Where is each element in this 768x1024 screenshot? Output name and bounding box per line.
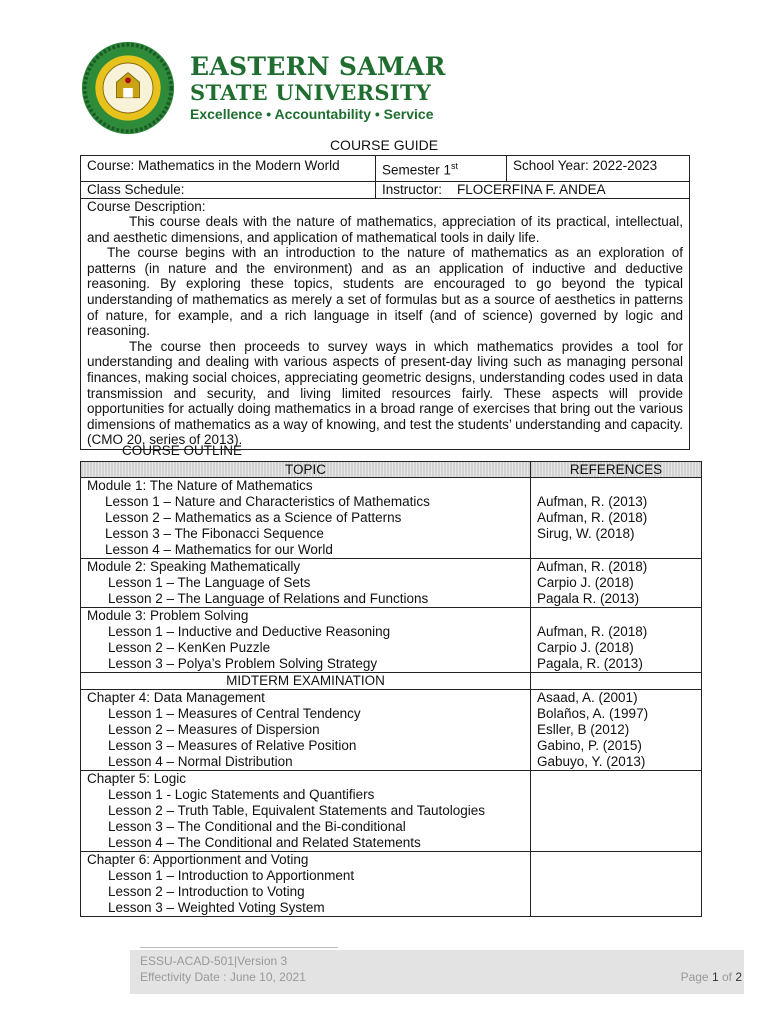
module-title: Module 3: Problem Solving [87,608,249,623]
module-title: Module 1: The Nature of Mathematics [87,478,313,493]
lesson-item: Lesson 3 – Weighted Voting System [108,900,325,915]
table-row [81,852,702,917]
lesson-item: Lesson 4 – The Conditional and Related Statements [108,835,421,850]
reference-item: Asaad, A. (2001) [537,690,638,705]
school-year-cell: School Year: 2022-2023 [507,156,690,182]
module-3-topics [81,608,531,673]
lesson-item: Lesson 2 – Introduction to Voting [108,884,305,899]
lesson-item: Lesson 3 – Polya’s Problem Solving Strategy [108,656,378,671]
page-prefix: Page [680,970,712,984]
lesson-item: Lesson 2 – Measures of Dispersion [108,722,320,737]
university-name-line2: STATE UNIVERSITY [190,80,432,105]
course-cell: Course: Mathematics in the Modern World [81,156,376,182]
page-footer [130,950,744,994]
table-row [81,771,702,852]
reference-item: Aufman, R. (2018) [537,624,648,639]
reference-item: Pagala, R. (2013) [537,656,643,671]
chapter-4-references [531,690,702,771]
lesson-item: Lesson 2 – Mathematics as a Science of Patterns [105,510,402,525]
course-description-paragraph-3: The course then proceeds to survey ways in which mathematics provides a tool for understanding and dealing with various aspects of present-day living such as managing personal finances, making social choices, appreciating geometric designs, understanding codes used in data transmission and security, and living limited resources fairly. These aspects will provide opportunities for actually doing mathematics in a broad range of exercises that bring out the various dimensions of mathematics as a way of knowing, and test the students’ understanding and capacity. (CMO 20, series of 2013). [87,338,683,448]
page-current: 1 [711,970,719,984]
chapter-title: Chapter 5: Logic [87,771,187,786]
document-code: ESSU-ACAD-501|Version 3 [140,954,288,968]
course-outline-label: COURSE OUTLINE [122,443,243,458]
lesson-item: Lesson 3 – The Fibonacci Sequence [105,526,324,541]
reference-item: Esller, B (2012) [537,722,630,737]
module-3-references [531,608,702,673]
table-row [81,608,702,673]
topic-column-header: TOPIC [81,462,531,478]
table-row [81,559,702,608]
reference-item: Pagala R. (2013) [537,591,640,606]
chapter-6-references [531,852,702,917]
course-description-label: Course Description: [87,198,206,214]
reference-item: Bolaños, A. (1997) [537,706,649,721]
lesson-item: Lesson 3 – Measures of Relative Position [108,738,357,753]
table-row [81,673,702,690]
footer-divider [140,947,338,948]
chapter-5-references [531,771,702,852]
lesson-item: Lesson 1 – Inductive and Deductive Reasoning [108,624,391,639]
reference-item: Carpio J. (2018) [537,575,634,590]
reference-item: Aufman, R. (2013) [537,494,648,509]
effectivity-date: Effectivity Date : June 10, 2021 [140,970,306,984]
lesson-item: Lesson 1 - Logic Statements and Quantifiers [108,787,375,802]
instructor-label: Instructor: [382,181,443,197]
university-motto: Excellence • Accountability • Service [190,106,434,122]
reference-item: Aufman, R. (2018) [537,559,648,574]
references-column-header: REFERENCES [531,462,702,478]
module-2-references [531,559,702,608]
course-outline-table [80,461,702,917]
semester-sup: st [451,161,459,171]
university-header [80,38,446,128]
reference-item: Gabuyo, Y. (2013) [537,754,646,769]
course-info-table [80,155,690,450]
page-of: of [718,970,736,984]
course-description-cell [81,198,690,450]
reference-item: Carpio J. (2018) [537,640,634,655]
semester-value: Semester 1 [382,162,452,178]
lesson-item: Lesson 2 – The Language of Relations and Functions [108,591,429,606]
lesson-item: Lesson 3 – The Conditional and the Bi-conditional [108,819,406,834]
lesson-item: Lesson 1 – Introduction to Apportionment [108,868,355,883]
table-row [81,690,702,771]
page-number [681,970,742,984]
table-row [81,478,702,559]
lesson-item: Lesson 4 – Normal Distribution [108,754,293,769]
class-schedule-cell: Class Schedule: [81,181,376,198]
chapter-title: Chapter 4: Data Management [87,690,265,705]
lesson-item: Lesson 2 – KenKen Puzzle [108,640,271,655]
instructor-name: FLOCERFINA F. ANDEA [457,181,606,197]
lesson-item: Lesson 1 – Measures of Central Tendency [108,706,361,721]
module-title: Module 2: Speaking Mathematically [87,559,301,574]
page-total: 2 [735,970,742,984]
module-1-references [531,478,702,559]
university-seal-icon [80,40,176,136]
chapter-5-topics [81,771,531,852]
midterm-examination: MIDTERM EXAMINATION [81,673,531,690]
course-description-paragraph-1: This course deals with the nature of mathematics, appreciation of its practical, intellectual, and aesthetic dimensions, and application of mathematical tools in daily life. [87,214,683,245]
lesson-item: Lesson 1 – The Language of Sets [108,575,311,590]
reference-item: Sirug, W. (2018) [537,526,635,541]
midterm-references [531,673,702,690]
semester-cell [376,156,507,182]
chapter-6-topics [81,852,531,917]
chapter-title: Chapter 6: Apportionment and Voting [87,852,309,867]
chapter-4-topics [81,690,531,771]
document-title: COURSE GUIDE [329,137,439,153]
lesson-item: Lesson 2 – Truth Table, Equivalent Statements and Tautologies [108,803,486,818]
instructor-cell [376,181,690,198]
module-1-topics [81,478,531,559]
lesson-item: Lesson 1 – Nature and Characteristics of Mathematics [105,494,430,509]
course-description-paragraph-2: The course begins with an introduction to the nature of mathematics as an exploration of patterns (in nature and the environment) and as an application of inductive and deductive reasoning. By exploring these topics, students are encouraged to go beyond the typical understanding of mathematics as merely a set of formulas but as a source of aesthetics in patterns of nature, for example, and a rich language in itself (and of science) governed by logic and reasoning. [87,245,683,339]
module-2-topics [81,559,531,608]
university-name-line1: EASTERN SAMAR [190,52,446,81]
reference-item: Aufman, R. (2018) [537,510,648,525]
lesson-item: Lesson 4 – Mathematics for our World [105,542,333,557]
reference-item: Gabino, P. (2015) [537,738,642,753]
